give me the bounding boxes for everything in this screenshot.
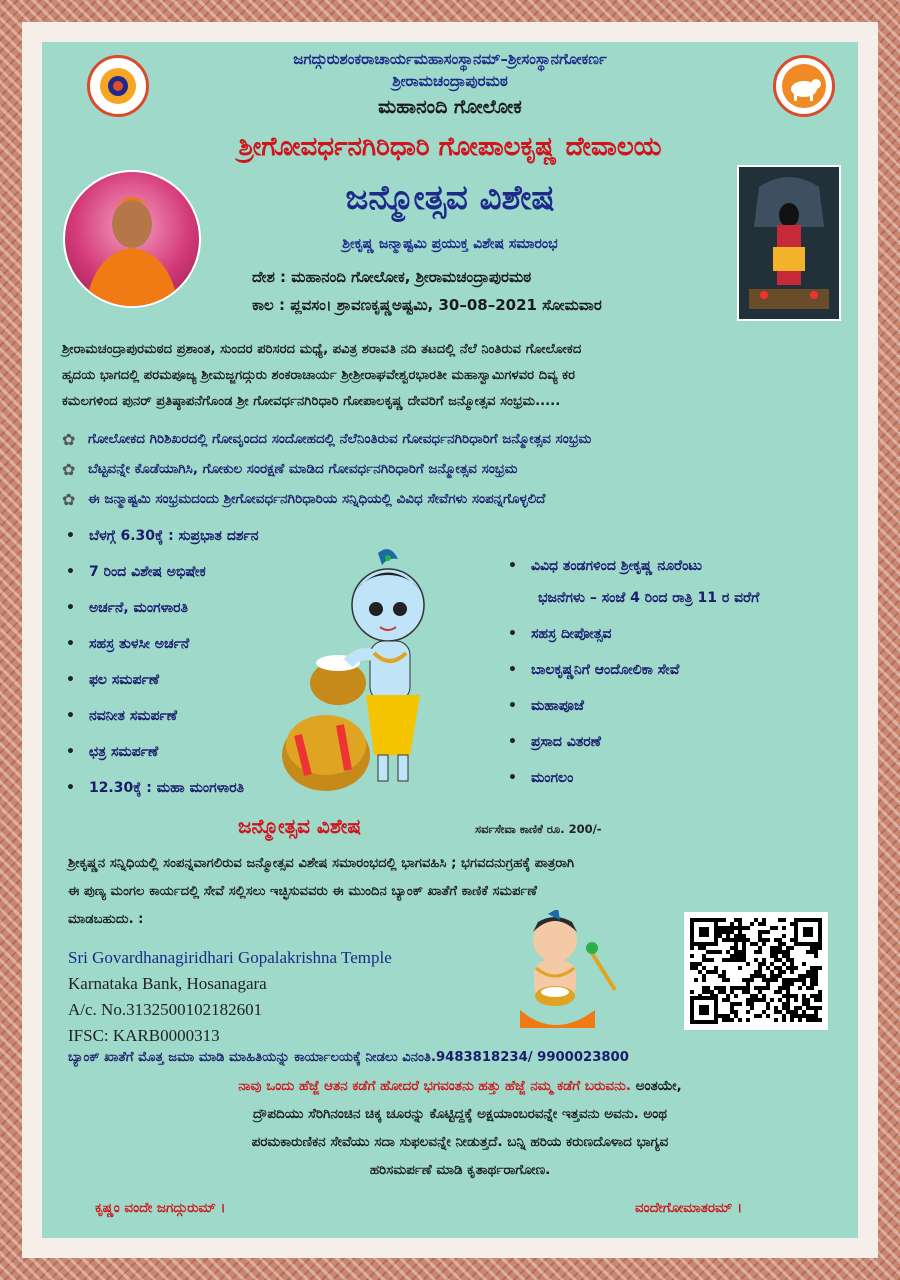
swamiji-portrait [63, 170, 201, 308]
seva-line-1: ಶ್ರೀಕೃಷ್ಣನ ಸನ್ನಿಧಿಯಲ್ಲಿ ಸಂಪನ್ನವಾಗಲಿರುವ ಜನ್ಮೋತ್ಸವ ವಿಶೇಷ ಸಮಾರಂಭದಲ್ಲಿ ಭಾಗವಹಿಸಿ ; ಭಗವದನುಗ್ರಹಕ್ಕೆ ಪಾತ್ರರಾಗಿ [68, 856, 575, 871]
bank-ifsc: IFSC: KARB0000313 [68, 1026, 220, 1045]
schedule-item: • ವಿವಿಧ ತಂಡಗಳಿಂದ ಶ್ರೀಕೃಷ್ಣ ನೂರೆಂಟು [508, 558, 702, 574]
schedule-item: • 12.30ಕ್ಕೆ : ಮಹಾ ಮಂಗಳಾರತಿ [66, 780, 244, 796]
contact-line: ಬ್ಯಾಂಕ್ ಖಾತೆಗೆ ಮೊತ್ತ ಜಮಾ ಮಾಡಿ ಮಾಹಿತಿಯನ್ನು ಕಾರ್ಯಾಲಯಕ್ಕೆ ನೀಡಲು ವಿನಂತಿ.9483818234/ 9900023800 [68, 1050, 629, 1065]
flower-icon: ✿ [62, 490, 76, 509]
qr-code [684, 912, 828, 1030]
krishna-illustration [278, 545, 458, 795]
intro-line-3: ಕಮಲಗಳಿಂದ ಪುನರ್ ಪ್ರತಿಷ್ಠಾಪನೆಗೊಂಡ ಶ್ರೀ ಗೋವರ್ಧನಗಿರಿಧಾರಿ ಗೋಪಾಲಕೃಷ್ಣ ದೇವರಿಗೆ ಜನ್ಮೋತ್ಸವ ಸಂಭ್ರಮ..... [62, 394, 561, 409]
schedule-item: • ಸಹಸ್ರ ದೀಪೋತ್ಸವ [508, 626, 611, 642]
schedule-item: • ಪ್ರಸಾದ ವಿತರಣೆ [508, 734, 601, 750]
closing-line-2: ದ್ರೌಪದಿಯು ಸೆರಿಗಿನಂಚಿನ ಚಿಕ್ಕ ಚೂರನ್ನು ಕೊಟ್ಟಿದ್ದಕ್ಕೆ ಅಕ್ಷಯಾಂಬರವನ್ನೇ ಇತ್ತವನು ಅವನು. ಅಂಥ [253, 1106, 667, 1122]
goloka-name: ಮಹಾನಂದಿ ಗೋಲೋಕ [378, 96, 522, 118]
footer-right: ವಂದೇಗೋಮಾತರಮ್ । [635, 1200, 743, 1216]
closing-red-text: ನಾವು ಒಂದು ಹೆಜ್ಜೆ ಆತನ ಕಡೆಗೆ ಹೋದರೆ ಭಗವಂತನು ಹತ್ತು ಹೆಜ್ಜೆ ನಮ್ಮ ಕಡೆಗೆ ಬರುವನು. [238, 1078, 632, 1094]
bank-branch: Karnataka Bank, Hosanagara [68, 974, 267, 993]
institution-line: ಜಗದ್ಗುರುಶಂಕರಾಚಾರ್ಯಮಹಾಸಂಸ್ಥಾನಮ್–ಶ್ರೀಸಂಸ್ಥಾನಗೋಕರ್ಣ [293, 50, 607, 68]
point-1: ಗೋಲೋಕದ ಗಿರಿಶಿಖರದಲ್ಲಿ ಗೋವೃಂದದ ಸಂದೋಹದಲ್ಲಿ ನೆಲೆನಿಂತಿರುವ ಗೋವರ್ಧನಗಿರಿಧಾರಿಗೆ ಜನ್ಮೋತ್ಸವ ಸಂಭ್ರಮ [88, 431, 592, 447]
bank-account-number: A/c. No.3132500102182601 [68, 1000, 263, 1019]
math-logo [87, 55, 149, 117]
deity-photo [737, 165, 841, 321]
closing-line-3: ಪರಮಕಾರುಣಿಕನ ಸೇವೆಯು ಸದಾ ಸುಫಲವನ್ನೇ ನೀಡುತ್ತದೆ. ಬನ್ನಿ ಹರಿಯ ಕರುಣದೊಳಾದ ಭಾಗ್ಯವ [251, 1134, 669, 1150]
point-3: ಈ ಜನ್ಮಾಷ್ಟಮಿ ಸಂಭ್ರಮದಂದು ಶ್ರೀಗೋವರ್ಧನಗಿರಿಧಾರಿಯ ಸನ್ನಿಧಿಯಲ್ಲಿ ವಿವಿಧ ಸೇವೆಗಳು ಸಂಪನ್ನಗೊಳ್ಳಲಿದೆ [88, 491, 546, 507]
schedule-item: • ಸಹಸ್ರ ತುಳಸೀ ಅರ್ಚನೆ [66, 636, 189, 652]
schedule-item-cont: ಭಜನೆಗಳು – ಸಂಜೆ 4 ರಿಂದ ರಾತ್ರಿ 11 ರ ವರೆಗೆ [538, 590, 760, 606]
venue-line: ದೇಶ : ಮಹಾನಂದಿ ಗೋಲೋಕ, ಶ್ರೀರಾಮಚಂದ್ರಾಪುರಮಠ [252, 268, 532, 286]
bank-account-name: Sri Govardhanagiridhari Gopalakrishna Temple [68, 948, 392, 967]
seva-line-3: ಮಾಡಬಹುದು. : [68, 912, 144, 927]
closing-dark-text: ಅಂತಯೇ, [631, 1078, 682, 1094]
point-2: ಬೆಟ್ಟವನ್ನೇ ಕೊಡೆಯಾಗಿಸಿ, ಗೋಕುಲ ಸಂರಕ್ಷಣೆ ಮಾಡಿದ ಗೋವರ್ಧನಗಿರಿಧಾರಿಗೆ ಜನ್ಮೋತ್ಸವ ಸಂಭ್ರಮ [88, 461, 518, 477]
flower-icon: ✿ [62, 460, 76, 479]
subtitle: ಶ್ರೀಕೃಷ್ಣ ಜನ್ಮಾಷ್ಟಮಿ ಪ್ರಯುಕ್ತ ವಿಶೇಷ ಸಮಾರಂಭ [342, 236, 558, 252]
schedule-item: • ಮಂಗಲಂ [508, 770, 573, 786]
date-line: ಕಾಲ : ಪ್ಲವಸಂ। ಶ್ರಾವಣಕೃಷ್ಣಅಷ್ಟಮಿ, 30–08–2021 ಸೋಮವಾರ [252, 296, 602, 314]
schedule-item: • ಮಹಾಪೂಜೆ [508, 698, 584, 714]
schedule-item: • 7 ರಿಂದ ವಿಶೇಷ ಅಭಿಷೇಕ [66, 564, 206, 580]
math-name: ಶ್ರೀರಾಮಚಂದ್ರಾಪುರಮಠ [392, 72, 508, 90]
intro-line-2: ಹೃದಯ ಭಾಗದಲ್ಲಿ ಪರಮಪೂಜ್ಯ ಶ್ರೀಮಜ್ಜಗದ್ಗುರು ಶಂಕರಾಚಾರ್ಯ ಶ್ರೀಶ್ರೀರಾಘವೇಶ್ವರಭಾರತೀ ಮಹಾಸ್ವಾಮಿಗಳವರ ದಿವ್ಯ ಕರ [62, 368, 576, 383]
schedule-item: • ಬಾಲಕೃಷ್ಣನಿಗೆ ಆಂದೋಲಿಕಾ ಸೇವೆ [508, 662, 679, 678]
goloka-logo [773, 55, 835, 117]
schedule-item: • ಅರ್ಚನೆ, ಮಂಗಳಾರತಿ [66, 600, 188, 616]
intro-line-1: ಶ್ರೀರಾಮಚಂದ್ರಾಪುರಮಠದ ಪ್ರಶಾಂತ, ಸುಂದರ ಪರಿಸರದ ಮಧ್ಯೆ, ಪವಿತ್ರ ಶರಾವತಿ ನದಿ ತಟದಲ್ಲಿ ನೆಲೆ ನಿಂತಿರುವ ಗೋಲೋಕದ [62, 342, 582, 357]
sun-emblem-icon [90, 58, 146, 114]
page-title: ಜನ್ಮೋತ್ಸವ ವಿಶೇಷ [345, 178, 555, 218]
schedule-item: • ಛತ್ರ ಸಮರ್ಪಣೆ [66, 744, 158, 760]
schedule-item: • ಬೆಳಗ್ಗೆ 6.30ಕ್ಕೆ : ಸುಪ್ರಭಾತ ದರ್ಶನ [66, 528, 259, 544]
seva-fee: ಸರ್ವಸೇವಾ ಕಾಣಿಕೆ ರೂ. 200/- [475, 822, 602, 836]
schedule-item: • ನವನೀತ ಸಮರ್ಪಣೆ [66, 708, 177, 724]
bal-krishna-illustration [500, 910, 620, 1040]
seva-title: ಜನ್ಮೋತ್ಸವ ವಿಶೇಷ [238, 814, 361, 838]
footer-left: ಕೃಷ್ಣಂ ವಂದೇ ಜಗದ್ಗುರುಮ್ । [95, 1200, 226, 1216]
seva-line-2: ಈ ಪುಣ್ಯ ಮಂಗಲ ಕಾರ್ಯದಲ್ಲಿ ಸೇವೆ ಸಲ್ಲಿಸಲು ಇಚ್ಛಿಸುವವರು ಈ ಮುಂದಿನ ಬ್ಯಾಂಕ್ ಖಾತೆಗೆ ಕಾಣಿಕೆ ಸಮರ್ಪಣೆ [68, 884, 537, 899]
schedule-item: • ಫಲ ಸಮರ್ಪಣೆ [66, 672, 159, 688]
temple-name: ಶ್ರೀಗೋವರ್ಧನಗಿರಿಧಾರಿ ಗೋಪಾಲಕೃಷ್ಣ ದೇವಾಲಯ [238, 132, 662, 162]
closing-line-1 [60, 1078, 860, 1094]
closing-line-4: ಹರಿಸಮರ್ಪಣೆ ಮಾಡಿ ಕೃತಾರ್ಥರಾಗೋಣ. [369, 1162, 551, 1178]
cow-icon [776, 58, 832, 114]
flower-icon: ✿ [62, 430, 76, 449]
